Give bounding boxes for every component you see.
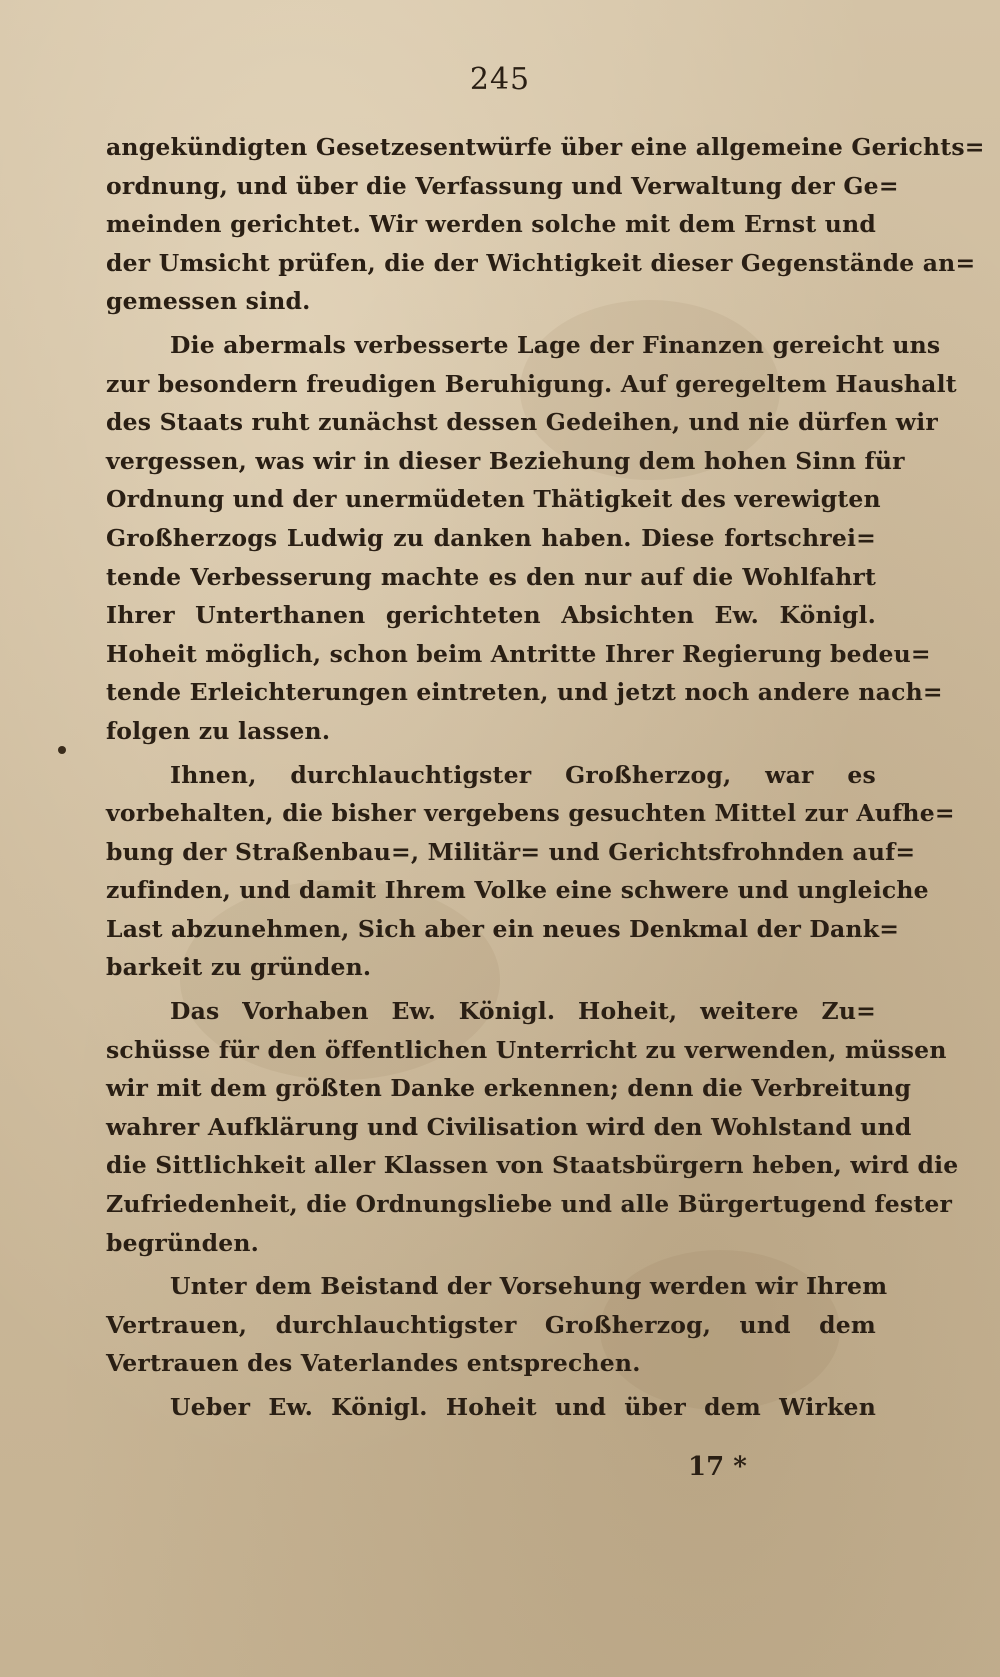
text-line: Das Vorhaben Ew. Königl. Hoheit, weitere Zu=	[170, 997, 876, 1026]
text-line: begründen.	[106, 1228, 260, 1257]
body-text	[106, 128, 985, 1427]
text-line: barkeit zu gründen.	[106, 953, 372, 982]
text-line: meinden gerichtet. Wir werden solche mit dem Ernst und	[106, 210, 876, 239]
text-line: Vertrauen des Vaterlandes entsprechen.	[106, 1349, 641, 1378]
text-line: Ueber Ew. Königl. Hoheit und über dem Wirken	[170, 1393, 876, 1421]
text-line: wahrer Aufklärung und Civilisation wird den Wohlstand und	[106, 1112, 912, 1141]
text-line: Großherzogs Ludwig zu danken haben. Diese fortschrei=	[106, 523, 876, 552]
text-line: ordnung, und über die Verfassung und Verwaltung der Ge=	[106, 171, 899, 200]
text-line: bung der Straßenbau=, Militär= und Gerichtsfrohnden auf=	[106, 837, 916, 866]
text-line: schüsse für den öffentlichen Unterricht zu verwenden, müssen	[106, 1035, 947, 1064]
text-line: angekündigten Gesetzesentwürfe über eine allgemeine Gerichts=	[106, 133, 985, 161]
text-line: Ordnung und der unermüdeten Thätigkeit des verewigten	[106, 485, 881, 514]
text-line: tende Verbesserung machte es den nur auf die Wohlfahrt	[106, 562, 876, 591]
text-line: des Staats ruht zunächst dessen Gedeihen, und nie dürfen wir	[106, 408, 938, 437]
margin-mark	[58, 746, 66, 754]
text-line: die Sittlichkeit aller Klassen von Staatsbürgern heben, wird die	[106, 1151, 959, 1180]
text-line: Ihrer Unterthanen gerichteten Absichten Ew. Königl.	[106, 601, 876, 630]
text-line: zur besondern freudigen Beruhigung. Auf geregeltem Haushalt	[106, 369, 957, 398]
text-line: Last abzunehmen, Sich aber ein neues Denkmal der Dank=	[106, 914, 900, 943]
text-line: Die abermals verbesserte Lage der Finanzen gereicht uns	[170, 330, 941, 359]
text-line: Unter dem Beistand der Vorsehung werden wir Ihrem	[170, 1272, 888, 1301]
text-line: gemessen sind.	[106, 287, 311, 316]
text-line: zufinden, und damit Ihrem Volke eine schwere und ungleiche	[106, 876, 929, 905]
text-line: vorbehalten, die bisher vergebens gesuchten Mittel zur Aufhe=	[106, 799, 955, 828]
text-line: der Umsicht prüfen, die der Wichtigkeit dieser Gegenstände an=	[106, 248, 976, 277]
text-line: Vertrauen, durchlauchtigster Großherzog, und dem	[106, 1310, 876, 1339]
text-line: tende Erleichterungen eintreten, und jetzt noch andere nach=	[106, 678, 943, 707]
signature-mark: 17 *	[688, 1452, 747, 1482]
text-line: Hoheit möglich, schon beim Antritte Ihrer Regierung bedeu=	[106, 639, 931, 668]
page-number: 245	[469, 62, 531, 97]
text-line: Zufriedenheit, die Ordnungsliebe und alle Bürgertugend fester	[106, 1190, 953, 1219]
text-line: folgen zu lassen.	[106, 716, 331, 745]
text-line: wir mit dem größten Danke erkennen; denn die Verbreitung	[106, 1074, 912, 1103]
text-line: vergessen, was wir in dieser Beziehung dem hohen Sinn für	[106, 446, 905, 475]
text-line: Ihnen, durchlauchtigster Großherzog, war es	[170, 760, 876, 789]
